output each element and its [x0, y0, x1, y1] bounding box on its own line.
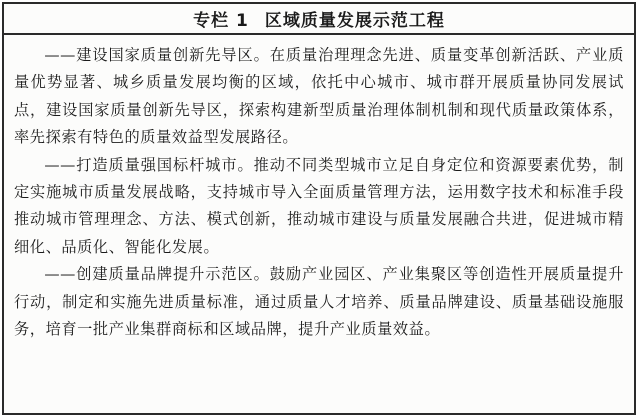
paragraph-brand-demo-zone: ——创建质量品牌提升示范区。鼓励产业园区、产业集聚区等创造性开展质量提升行动，制定和实施先进质量标准，通过质量人才培养、质量品牌建设、质量基础设施服务，培育一批产业集群商标和区域品牌，提升产业质量效益。	[14, 265, 624, 339]
feature-box	[2, 2, 636, 415]
paragraph-innovation-pilot-zone: ——建设国家质量创新先导区。在质量治理理念先进、质量变革创新活跃、产业质量优势显著、城乡质量发展均衡的区域，依托中心城市、城市群开展质量协同发展试点，建设国家质量创新先导区，探索构建新型质量治理体制机制和现代质量政策体系，率先探索有特色的质量效益型发展路径。	[14, 46, 624, 147]
feature-box-header	[4, 4, 634, 35]
paragraph-benchmark-city: ——打造质量强国标杆城市。推动不同类型城市立足自身定位和资源要素优势，制定实施城市质量发展战略，支持城市导入全面质量管理方法，运用数字技术和标准手段推动城市管理理念、方法、模式创新，推动城市建设与质量发展融合共进，促进城市精细化、品质化、智能化发展。	[14, 155, 624, 256]
feature-box-title	[193, 6, 445, 31]
box-title: 区域质量发展示范工程	[264, 11, 445, 31]
box-label: 专栏 1	[193, 11, 249, 31]
feature-box-body	[14, 42, 624, 343]
